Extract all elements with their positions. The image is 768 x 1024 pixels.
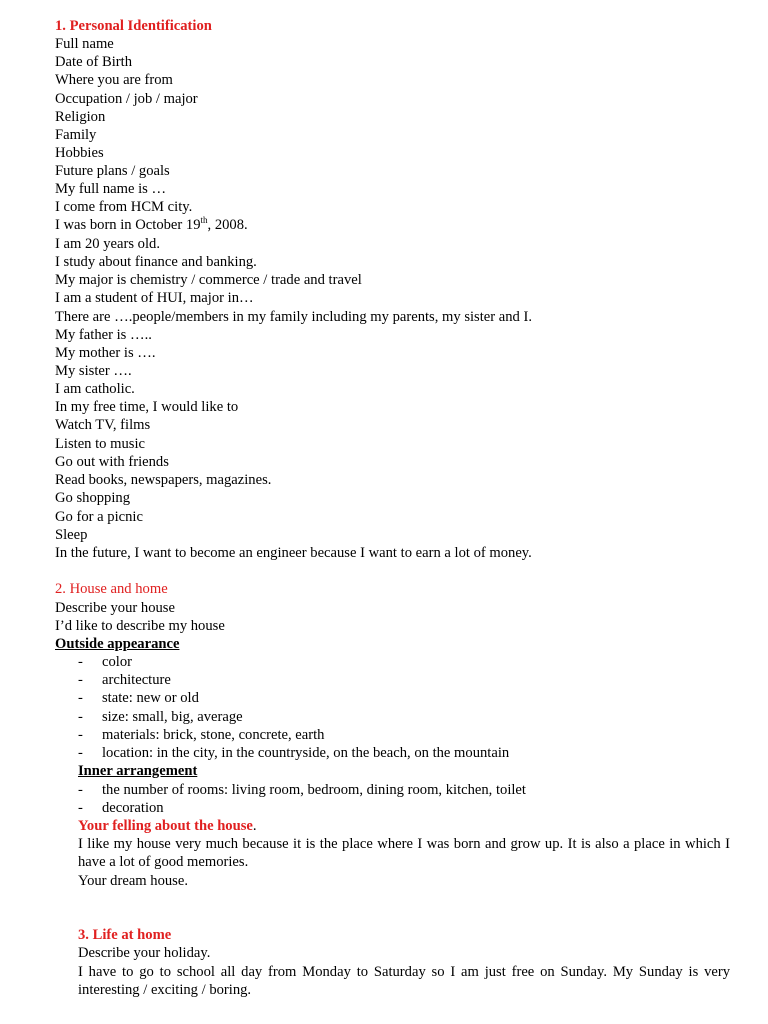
answer-line: Go for a picnic (55, 509, 143, 525)
birth-date-line (55, 216, 248, 234)
answer-line: Listen to music (55, 436, 145, 452)
list-item: state: new or old (102, 690, 199, 706)
answer-line: I am catholic. (55, 381, 135, 397)
section-3-paragraph: I have to go to school all day from Monday to Saturday so I am just free on Sunday. My Sunday is very interesting / exciting / boring. (78, 964, 730, 998)
bullet-dash: - (78, 782, 83, 798)
list-item: location: in the city, in the countryside, on the beach, on the mountain (102, 745, 510, 761)
section-3-line: Describe your holiday. (78, 945, 211, 961)
feeling-heading: Your felling about the house (78, 818, 253, 834)
section-2-heading: 2. House and home (55, 581, 168, 597)
answer-line: I study about finance and banking. (55, 254, 257, 270)
prompt-line: Where you are from (55, 72, 173, 88)
list-item: color (102, 654, 132, 670)
birth-suffix: , 2008. (207, 217, 248, 233)
list-item: architecture (102, 672, 171, 688)
prompt-line: Hobbies (55, 145, 104, 161)
answer-line: Watch TV, films (55, 417, 151, 433)
answer-line: There are ….people/members in my family including my parents, my sister and I. (55, 309, 533, 325)
answer-line: My mother is …. (55, 345, 156, 361)
prompt-line: Future plans / goals (55, 163, 170, 179)
answer-line: I am 20 years old. (55, 236, 160, 252)
inner-arrangement-heading: Inner arrangement (78, 763, 198, 779)
answer-line: Sleep (55, 527, 88, 543)
section-3-heading: 3. Life at home (78, 927, 172, 943)
bullet-dash: - (78, 727, 83, 743)
answer-line: My full name is … (55, 181, 167, 197)
answer-line: I am a student of HUI, major in… (55, 290, 254, 306)
birth-prefix: I was born in October 19 (55, 217, 201, 233)
answer-line: I come from HCM city. (55, 199, 193, 215)
bullet-dash: - (78, 709, 83, 725)
feeling-heading-period: . (252, 818, 257, 834)
bullet-dash: - (78, 672, 83, 688)
section-1-heading: 1. Personal Identification (55, 18, 212, 34)
prompt-line: Occupation / job / major (55, 91, 198, 107)
answer-line: Go out with friends (55, 454, 169, 470)
outside-appearance-heading: Outside appearance (55, 636, 180, 652)
answer-line: Go shopping (55, 490, 130, 506)
bullet-dash: - (78, 654, 83, 670)
answer-line: In my free time, I would like to (55, 399, 239, 415)
feeling-heading-line (78, 817, 257, 835)
bullet-dash: - (78, 745, 83, 761)
dream-house-line: Your dream house. (78, 873, 188, 889)
answer-line: My sister …. (55, 363, 132, 379)
intro-line: Describe your house (55, 600, 175, 616)
prompt-line: Full name (55, 36, 114, 52)
list-item: decoration (102, 800, 164, 816)
answer-line: My major is chemistry / commerce / trade and travel (55, 272, 362, 288)
list-item: the number of rooms: living room, bedroom, dining room, kitchen, toilet (102, 782, 526, 798)
prompt-line: Date of Birth (55, 54, 133, 70)
bullet-dash: - (78, 690, 83, 706)
answer-line: In the future, I want to become an engineer because I want to earn a lot of money. (55, 545, 532, 561)
feeling-paragraph: I like my house very much because it is the place where I was born and grow up. It is also a place in which I have a lot of good memories. (78, 836, 730, 870)
bullet-dash: - (78, 800, 83, 816)
list-item: size: small, big, average (102, 709, 243, 725)
list-item: materials: brick, stone, concrete, earth (102, 727, 325, 743)
answer-line: My father is ….. (55, 327, 152, 343)
intro-line: I’d like to describe my house (55, 618, 225, 634)
birth-ordinal-suffix: th (200, 215, 208, 226)
prompt-line: Family (55, 127, 97, 143)
prompt-line: Religion (55, 109, 106, 125)
answer-line: Read books, newspapers, magazines. (55, 472, 272, 488)
